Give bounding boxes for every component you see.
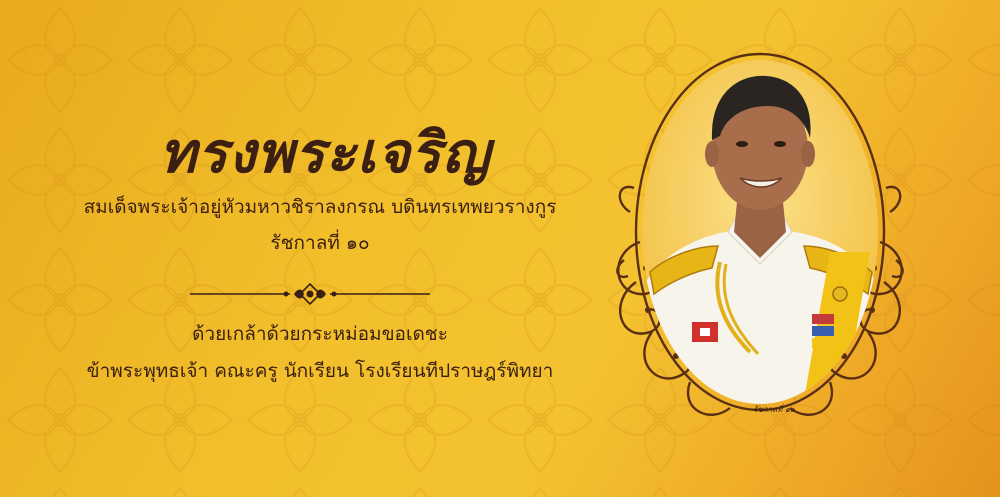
ornamental-divider [190, 283, 430, 305]
royal-portrait-frame [600, 32, 930, 437]
reign-label: รัชกาลที่ ๑๐ [270, 232, 370, 254]
dedication-text: ด้วยเกล้าด้วยกระหม่อมขอเดชะ [192, 323, 448, 345]
banner-title: ทรงพระเจริญ [159, 120, 491, 186]
royal-name: สมเด็จพระเจ้าอยู่หัวมหาวชิราลงกรณ บดินทรเทพยวรางกูร [83, 196, 557, 218]
portrait-caption: รัชกาลที่ ๑๐ [753, 405, 795, 414]
signatories-text: ข้าพระพุทธเจ้า คณะครู นักเรียน โรงเรียนทีปราษฎร์พิทยา [86, 360, 554, 382]
